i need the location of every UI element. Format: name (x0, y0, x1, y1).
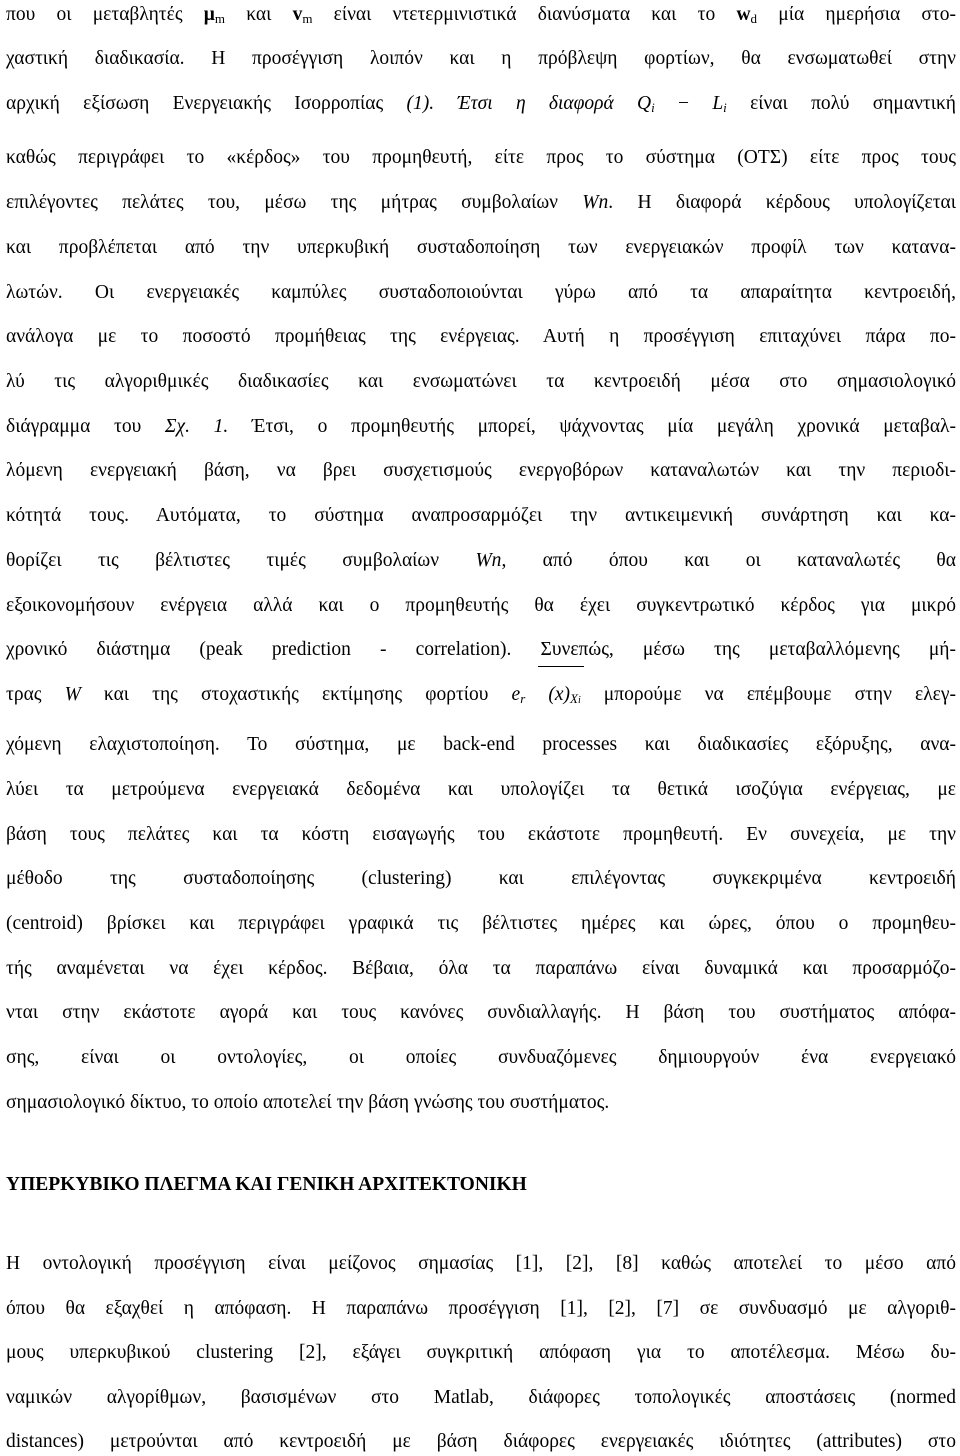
text-line: (centroid) βρίσκει και περιγράφει γραφικά τις βέλτιστες ημέρες και ώρες, όπου ο προμηθευ- (6, 913, 956, 934)
text-line: σης, είναι οι οντολογίες, οι οποίες συνδυαζόμενες δημιουργούν ένα ενεργειακό (6, 1047, 956, 1068)
text-line: θορίζει τις βέλτιστες τιμές συμβολαίων Wn, από όπου και οι καταναλωτές θα (6, 550, 956, 571)
text-line: αρχική εξίσωση Ενεργειακής Ισορροπίας (1). Έτσι η διαφορά $Q_i - L_i$ είναι πολύ σημαντική (6, 93, 957, 115)
text-line: λωτών. Οι ενεργειακές καμπύλες συσταδοποιούνται γύρω από τα απαραίτητα κεντροειδή, (6, 282, 956, 303)
overline-bar (538, 666, 584, 667)
text-line: που οι μεταβλητές $\mu_m$ και $v_m$ είναι ντετερμινιστικά διανύσματα και το $w_d$ μία ημερήσια στο- (6, 4, 956, 26)
text-line: καθώς περιγράφει το «κέρδος» του προμηθευτή, είτε προς το σύστημα (ΟΤΣ) είτε προς τους (6, 147, 956, 168)
text-line: κότητά τους. Αυτόματα, το σύστημα αναπροσαρμόζει την αντικειμενική συνάρτηση και κα- (6, 505, 956, 526)
text-line: ανάλογα με το ποσοστό προμήθειας της ενέργειας. Αυτή η προσέγγιση επιταχύνει πάρα πο- (6, 326, 956, 347)
text-line: χόμενη ελαχιστοποίηση. Το σύστημα, με back-end processes και διαδικασίες εξόρυξης, ανα- (6, 734, 956, 755)
text-line: χαστική διαδικασία. Η προσέγγιση λοιπόν και η πρόβλεψη φορτίων, θα ενσωματωθεί στην (6, 48, 956, 69)
text-line: distances) μετρούνται από κεντροειδή με βάση διάφορες ενεργειακές ιδιότητες (attributes) στο (6, 1431, 956, 1452)
text-line: διάγραμμα του Σχ. 1. Έτσι, ο προμηθευτής μπορεί, ψάχνοντας μία μεγάλη χρονικά μεταβαλ- (6, 416, 956, 437)
text-line: νται στην εκάστοτε αγορά και τους κανόνες συνδιαλλαγής. Η βάση του συστήματος απόφα- (6, 1002, 956, 1023)
text-line: εξοικονομήσουν ενέργεια αλλά και ο προμηθευτής θα έχει συγκεντρωτικό κέρδος για μικρό (6, 595, 956, 616)
section-heading: ΥΠΕΡΚΥΒΙΚΟ ΠΛΕΓΜΑ ΚΑΙ ΓΕΝΙΚΗ ΑΡΧΙΤΕΚΤΟΝΙΚΗ (6, 1174, 527, 1195)
text-line: βάση τους πελάτες και τα κόστη εισαγωγής του εκάστοτε προμηθευτή. Εν συνεχεία, με την (6, 824, 956, 845)
text-line: τής αναμένεται να έχει κέρδος. Βέβαια, όλα τα παραπάνω είναι δυναμικά και προσαρμόζο- (6, 958, 956, 979)
text-line: επιλέγοντες πελάτες του, μέσω της μήτρας συμβολαίων Wn. Η διαφορά κέρδους υπολογίζεται (6, 192, 956, 213)
text-line: μέθοδο της συσταδοποίησης (clustering) και επιλέγοντας συγκεκριμένα κεντροειδή (6, 868, 956, 889)
text-line: τρας W και της στοχαστικής εκτίμησης φορτίου $e_r$ $(x)_{Xi}$ μπορούμε να επέμβουμε στην ελεγ- (6, 684, 956, 706)
text-line: χρονικό διάστημα (peak prediction - correlation). Συνεπώς, μέσω της μεταβαλλόμενης μή- (6, 639, 956, 660)
text-line: σημασιολογικό δίκτυο, το οποίο αποτελεί την βάση γνώσης του συστήματος. (6, 1092, 610, 1113)
text-line: λύει τα μετρούμενα ενεργειακά δεδομένα και υπολογίζει τα θετικά ισοζύγια ενέργειας, με (6, 779, 956, 800)
text-line: και προβλέπεται από την υπερκυβική συσταδοποίηση των ενεργειακών προφίλ των καταvα- (6, 237, 956, 258)
text-line: όπου θα εξαχθεί η απόφαση. Η παραπάνω προσέγγιση [1], [2], [7] σε συνδυασμό με αλγοριθ- (6, 1298, 956, 1319)
text-line: ναμικών αλγορίθμων, βασισμένων στο Matlab, διάφορες τοπολογικές αποστάσεις (normed (6, 1387, 956, 1408)
text-line: Η οντολογική προσέγγιση είναι μείζονος σημασίας [1], [2], [8] καθώς αποτελεί το μέσο από (6, 1253, 956, 1274)
text-line: λύ τις αλγοριθμικές διαδικασίες και ενσωματώνει τα κεντροειδή μέσα στο σημασιολογικό (6, 371, 956, 392)
text-line: μους υπερκυβικού clustering [2], εξάγει συγκριτική απόφαση για το αποτέλεσμα. Μέσω δυ- (6, 1342, 956, 1363)
text-line: λόμενη ενεργειακή βάση, να βρει συσχετισμούς ενεργοβόρων καταναλωτών και την περιοδι- (6, 460, 956, 481)
